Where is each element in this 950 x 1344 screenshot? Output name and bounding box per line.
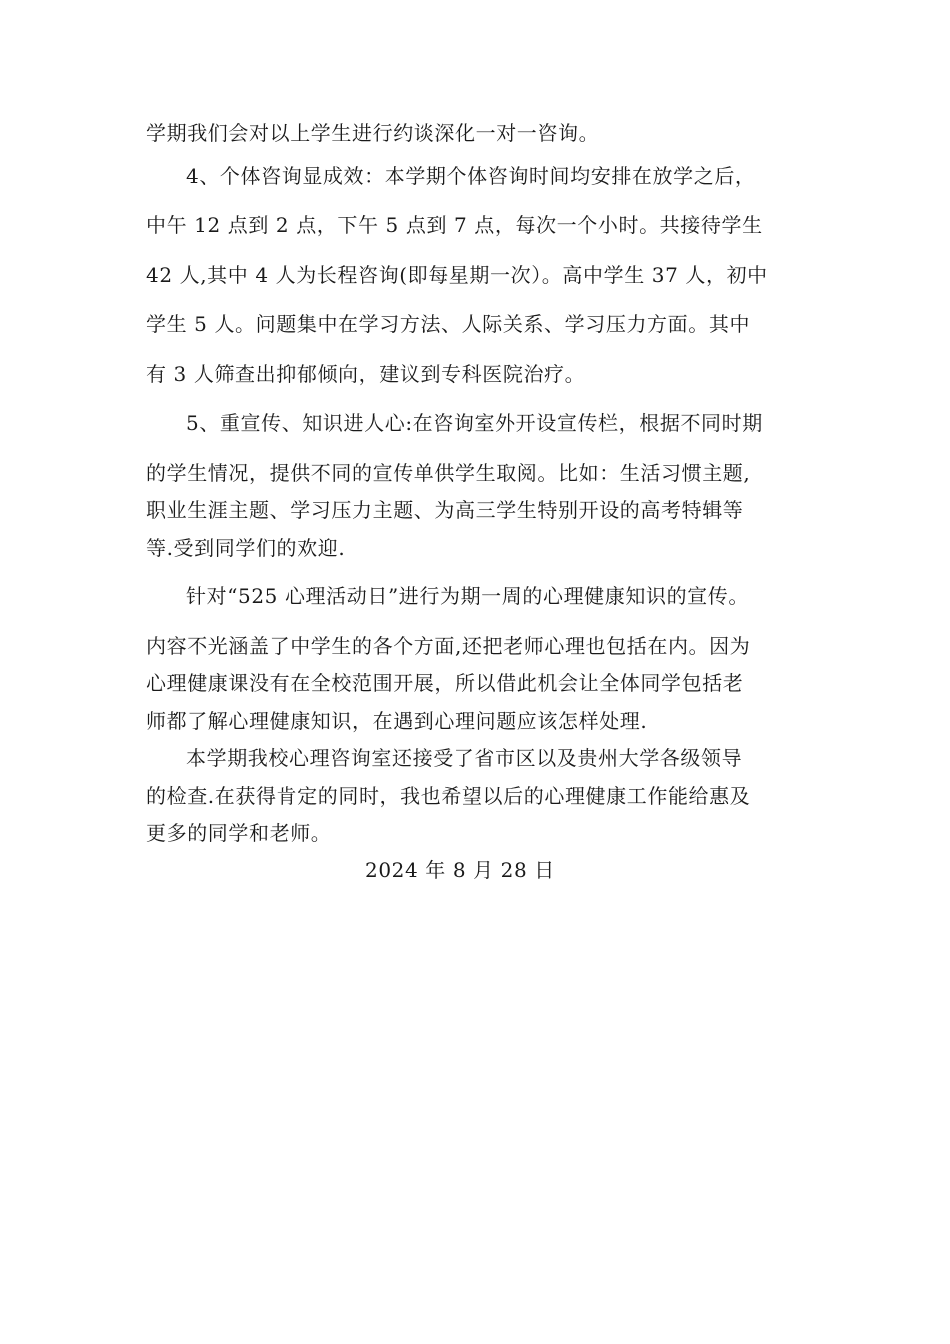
paragraph-line: 本学期我校心理咨询室还接受了省市区以及贵州大学各级领导 xyxy=(186,746,743,770)
paragraph-line: 学期我们会对以上学生进行约谈深化一对一咨询。 xyxy=(146,121,600,145)
document-date: 2024 年 8 月 28 日 xyxy=(365,858,555,882)
paragraph-line: 的学生情况，提供不同的宣传单供学生取阅。比如：生活习惯主题, xyxy=(146,461,751,485)
paragraph-line: 有 3 人筛查出抑郁倾向，建议到专科医院治疗。 xyxy=(146,362,586,386)
paragraph-line: 内容不光涵盖了中学生的各个方面,还把老师心理也包括在内。因为 xyxy=(146,634,751,658)
paragraph-line: 职业生涯主题、学习压力主题、为高三学生特别开设的高考特辑等 xyxy=(146,498,744,522)
paragraph-line: 针对“525 心理活动日”进行为期一周的心理健康知识的宣传。 xyxy=(186,584,749,608)
paragraph-line: 师都了解心理健康知识，在遇到心理问题应该怎样处理. xyxy=(146,709,648,733)
paragraph-line: 的检查.在获得肯定的同时，我也希望以后的心理健康工作能给惠及 xyxy=(146,784,751,808)
paragraph-line: 心理健康课没有在全校范围开展，所以借此机会让全体同学包括老 xyxy=(146,671,744,695)
paragraph-line: 42 人,其中 4 人为长程咨询(即每星期一次）。高中学生 37 人，初中 xyxy=(146,263,768,287)
paragraph-line: 5、重宣传、知识进人心:在咨询室外开设宣传栏，根据不同时期 xyxy=(186,411,763,435)
paragraph-line: 更多的同学和老师。 xyxy=(146,821,332,845)
paragraph-line: 等.受到同学们的欢迎. xyxy=(146,536,346,560)
paragraph-line: 4、个体咨询显成效：本学期个体咨询时间均安排在放学之后， xyxy=(186,164,756,188)
paragraph-line: 中午 12 点到 2 点，下午 5 点到 7 点，每次一个小时。共接待学生 xyxy=(146,213,763,237)
paragraph-line: 学生 5 人。问题集中在学习方法、人际关系、学习压力方面。其中 xyxy=(146,312,751,336)
